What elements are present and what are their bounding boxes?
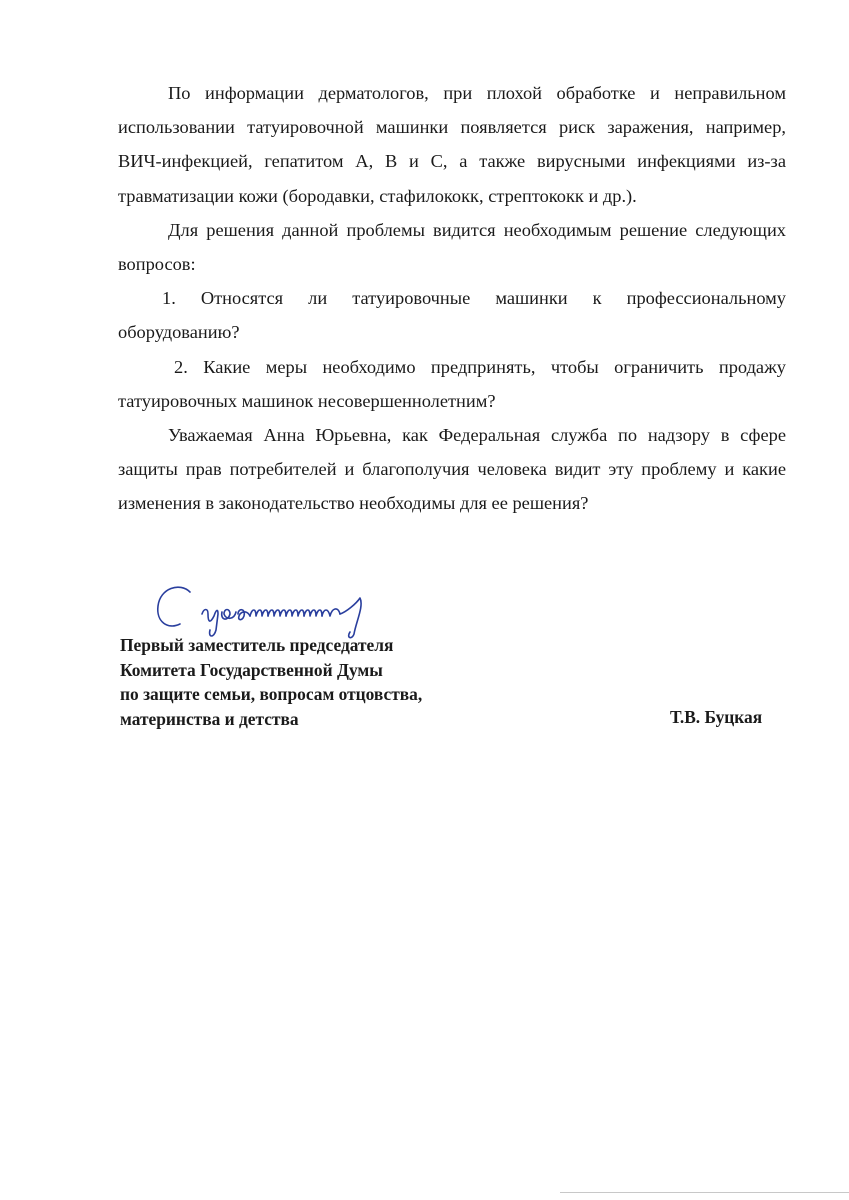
position-line: Комитета Государственной Думы [120, 659, 383, 680]
paragraph-dermatologists: По информации дерматологов, при плохой обработке и неправильном использовании татуировочной машинки появляется риск заражения, например, ВИЧ-инфекцией, гепатитом А, В и С, а также вирусными инфекциями из-за травматизации кожи (бородавки, стафилококк, стрептококк и др.). [118, 83, 786, 206]
position-line: Первый заместитель председателя [120, 635, 394, 655]
signatory-position [120, 633, 422, 731]
paragraph-problem-solution: Для решения данной проблемы видится необходимым решение следующих вопросов: [118, 219, 786, 275]
question-2: 2. Какие меры необходимо предпринять, чтобы ограничить продажу татуировочных машинок несовершеннолетним? [118, 356, 786, 411]
position-line: по защите семьи, вопросам отцовства, [120, 684, 423, 705]
signatory-name: Т.В. Буцкая [670, 707, 763, 727]
paragraph-address: Уважаемая Анна Юрьевна, как Федеральная служба по надзору в сфере защиты прав потребителей и благополучия человека видит эту проблему и какие изменения в законодательство необходимы для ее решения? [118, 425, 786, 514]
position-line: материнства и детства [120, 708, 299, 729]
letter-body [118, 76, 786, 521]
footer-divider [560, 1192, 849, 1193]
question-1: 1. Относятся ли татуировочные машинки к профессиональному оборудованию? [118, 288, 786, 343]
